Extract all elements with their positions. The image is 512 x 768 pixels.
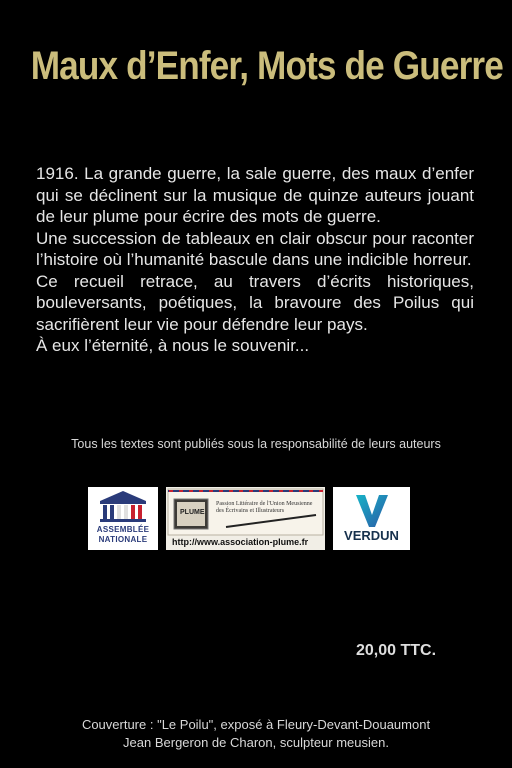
responsibility-disclaimer: Tous les textes sont publiés sous la responsabilité de leurs auteurs bbox=[71, 437, 441, 451]
back-cover-blurb bbox=[36, 163, 474, 357]
plume-description: Passion Littéraire de l'Union Meusienne des Écrivains et Illustrateurs bbox=[216, 501, 313, 514]
credits-line: Jean Bergeron de Charon, sculpteur meusien. bbox=[123, 735, 389, 750]
verdun-name: VERDUN bbox=[344, 528, 399, 543]
assemblee-building-icon bbox=[88, 487, 158, 523]
price-label: 20,00 TTC. bbox=[356, 642, 437, 659]
plume-association-logo bbox=[166, 487, 325, 550]
assemblee-label-line2: NATIONALE bbox=[98, 535, 148, 544]
blurb-paragraph: À eux l’éternité, à nous le souvenir... bbox=[36, 336, 310, 355]
credits-line: Couverture : "Le Poilu", exposé à Fleury-Devant-Douaumont bbox=[81, 717, 431, 732]
blurb-paragraph: Une succession de tableaux en clair obscur pour raconter l’histoire où l’humanité bascule dans une indicible horreur. bbox=[36, 228, 474, 269]
verdun-v-icon bbox=[333, 491, 410, 531]
book-title: Maux d’Enfer, Mots de Guerre bbox=[30, 44, 503, 88]
verdun-logo bbox=[333, 487, 410, 550]
blurb-paragraph: Ce recueil retrace, au travers d’écrits historiques, bouleversants, poétiques, la bravoure des Poilus qui sacrifièrent leur vie pour défendre leur pays. bbox=[36, 271, 474, 334]
cover-credits bbox=[0, 716, 512, 752]
plume-website-url[interactable]: http://www.association-plume.fr bbox=[172, 537, 309, 547]
plume-badge-text: PLUME bbox=[180, 509, 205, 516]
blurb-paragraph: 1916. La grande guerre, la sale guerre, des maux d’enfer qui se déclinent sur la musique de quinze auteurs jouant de leur plume pour écrire des mots de guerre. bbox=[36, 164, 474, 226]
partner-logos bbox=[0, 487, 512, 551]
assemblee-label-line1: ASSEMBLÉE bbox=[96, 525, 150, 534]
assemblee-nationale-logo bbox=[88, 487, 158, 550]
